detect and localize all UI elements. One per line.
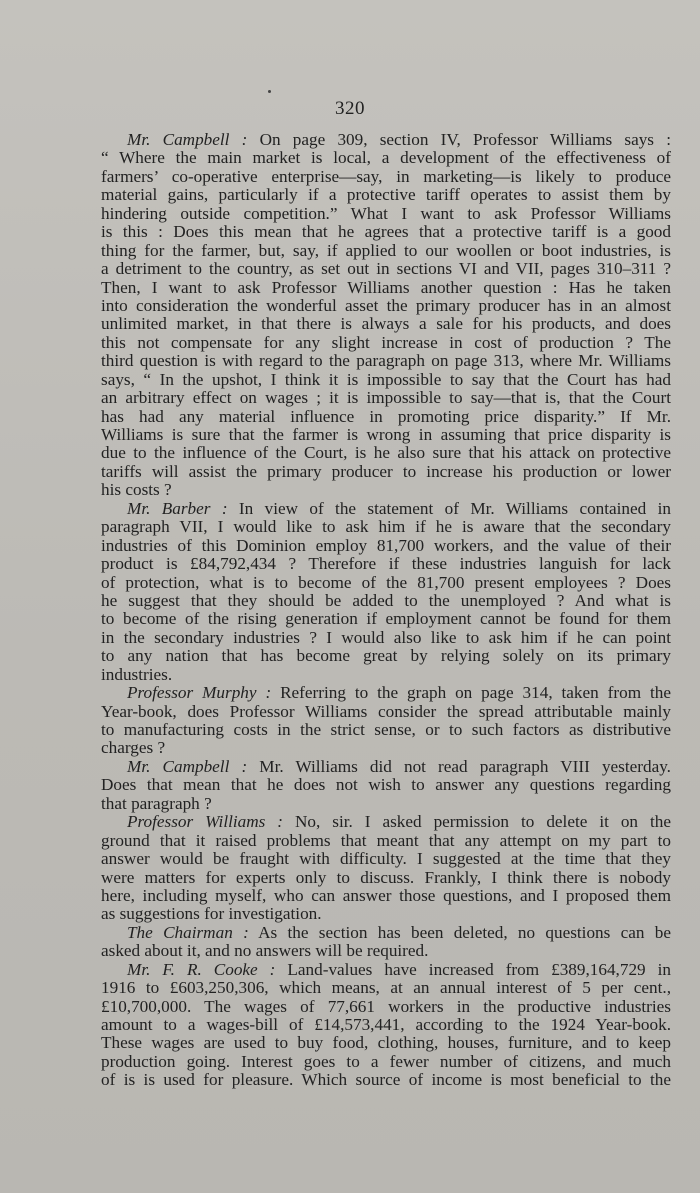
text-line — [101, 703, 671, 721]
text-line — [101, 555, 671, 573]
body-text — [101, 131, 671, 1090]
line-text: As the section has been deleted, no questions can be — [248, 923, 671, 942]
speaker-name: Mr. Barber : — [127, 499, 228, 518]
line-text: Williams is sure that the farmer is wrong in assuming that price disparity is — [101, 426, 671, 444]
speaker-name: The Chairman : — [127, 923, 249, 942]
speaker-name: Professor Murphy : — [127, 684, 272, 703]
line-text: paragraph VII, I would like to ask him if he is aware that the secondary — [101, 518, 671, 537]
text-line — [101, 260, 671, 278]
text-line — [101, 242, 671, 260]
text-line — [101, 647, 671, 665]
line-text: his costs ? — [101, 481, 172, 500]
text-line — [101, 850, 671, 868]
text-line — [101, 223, 671, 241]
speech-first-line — [101, 684, 671, 702]
text-line — [101, 574, 671, 592]
line-text: he suggest that they should be added to the unemployed ? And what is — [101, 591, 671, 610]
line-text: Referring to the graph on page 314, taken from the — [271, 684, 671, 703]
text-line — [101, 721, 671, 739]
text-line — [101, 887, 671, 905]
line-text: hindering outside competition.” What I want to ask Professor Williams — [101, 204, 671, 223]
line-text: an arbitrary effect on wages ; it is impossible to say—that is, that the Court — [101, 389, 671, 408]
text-line — [101, 1053, 671, 1071]
line-text: Year-book, does Professor Williams consider the spread attributable mainly — [101, 702, 671, 721]
line-text: 1916 to £603,250,306, which means, at an annual interest of 5 per cent., — [101, 979, 671, 998]
text-line — [101, 297, 671, 315]
line-text: Does that mean that he does not wish to answer any questions regarding — [101, 776, 671, 795]
text-line — [101, 334, 671, 352]
speaker-name: Mr. F. R. Cooke : — [127, 960, 276, 979]
line-text: £10,700,000. The wages of 77,661 workers in the productive industries — [101, 997, 671, 1016]
line-text: material gains, particularly if a protective tariff operates to assist them by — [101, 186, 671, 205]
speech-first-line — [101, 924, 671, 942]
text-line — [101, 279, 671, 297]
text-line — [101, 666, 671, 684]
text-line — [101, 1034, 671, 1052]
line-text: in the secondary industries ? I would also like to ask him if he can point — [101, 628, 671, 647]
speech-first-line — [101, 758, 671, 776]
line-text: this not compensate for any slight increase in cost of production ? The — [101, 333, 671, 352]
line-text: These wages are used to buy food, clothing, houses, furniture, and to keep — [101, 1034, 671, 1053]
line-text: product is £84,792,434 ? Therefore if these industries languish for lack — [101, 555, 671, 574]
line-text: unlimited market, in that there is always a sale for his products, and does — [101, 315, 671, 334]
line-text: industries of this Dominion employ 81,700 workers, and the value of their — [101, 536, 671, 555]
line-text: says, “ In the upshot, I think it is impossible to say that the Court has had — [101, 370, 671, 389]
line-text: No, sir. I asked permission to delete it on the — [283, 813, 671, 832]
text-line — [101, 426, 671, 444]
line-text: to become of the rising generation if employment cannot be found for them — [101, 610, 671, 629]
line-text: charges ? — [101, 739, 166, 758]
page-number: 320 — [335, 98, 365, 119]
line-text: Land-values have increased from £389,164,729 in — [275, 960, 671, 979]
line-text: Then, I want to ask Professor Williams another question : Has he taken — [101, 278, 671, 297]
text-line — [101, 518, 671, 536]
text-line — [101, 1016, 671, 1034]
text-line — [101, 795, 671, 813]
line-text: that paragraph ? — [101, 794, 212, 813]
text-line — [101, 776, 671, 794]
text-line — [101, 408, 671, 426]
line-text: “ Where the main market is local, a development of the effectiveness of — [101, 149, 671, 168]
text-line — [101, 315, 671, 333]
speech-first-line — [101, 813, 671, 831]
speaker-name: Professor Williams : — [127, 813, 284, 832]
text-line — [101, 537, 671, 555]
line-text: thing for the farmer, but, say, if applied to our woollen or boot industries, is — [101, 241, 671, 260]
line-text: were matters for experts only to discuss. Frankly, I think there is nobody — [101, 868, 671, 887]
text-line — [101, 979, 671, 997]
speaker-name: Mr. Campbell : — [127, 757, 248, 776]
line-text: On page 309, section IV, Professor Williams says : — [247, 131, 671, 149]
text-line — [101, 186, 671, 204]
speech-first-line — [101, 500, 671, 518]
text-line — [101, 592, 671, 610]
text-line — [101, 869, 671, 887]
line-text: ground that it raised problems that meant that any attempt on my part to — [101, 831, 671, 850]
text-line — [101, 739, 671, 757]
text-line — [101, 205, 671, 223]
speech-first-line — [101, 131, 671, 149]
line-text: a detriment to the country, as set out in sections VI and VII, pages 310–311 ? — [101, 260, 671, 279]
line-text: answer would be fraught with difficulty. I suggested at the time that they — [101, 850, 671, 869]
text-line — [101, 832, 671, 850]
line-text: of protection, what is to become of the 81,700 present employees ? Does — [101, 573, 671, 592]
text-line — [101, 463, 671, 481]
speaker-name: Mr. Campbell : — [127, 131, 248, 149]
line-text: Mr. Williams did not read paragraph VIII yesterday. — [247, 757, 671, 776]
line-text: into consideration the wonderful asset the primary producer has in an almost — [101, 296, 671, 315]
line-text: as suggestions for investigation. — [101, 905, 322, 924]
line-text: to any nation that has become great by relying solely on its primary — [101, 647, 671, 666]
text-line — [101, 610, 671, 628]
text-line — [101, 168, 671, 186]
line-text: amount to a wages-bill of £14,573,441, according to the 1924 Year-book. — [101, 1016, 671, 1034]
text-line — [101, 905, 671, 923]
line-text: due to the influence of the Court, is he also sure that his attack on protective — [101, 444, 671, 463]
text-line — [101, 481, 671, 499]
line-text: In view of the statement of Mr. Williams contained in — [227, 499, 671, 518]
line-text: industries. — [101, 665, 173, 684]
text-line — [101, 371, 671, 389]
speech-first-line — [101, 961, 671, 979]
text-line — [101, 444, 671, 462]
line-text: third question is with regard to the paragraph on page 313, where Mr. Williams — [101, 352, 671, 371]
text-line — [101, 942, 671, 960]
text-line — [101, 629, 671, 647]
line-text: tariffs will assist the primary producer to increase his production or lower — [101, 462, 671, 481]
line-text: of is is used for pleasure. Which source of income is most beneficial to the — [101, 1071, 671, 1090]
text-line — [101, 389, 671, 407]
line-text: asked about it, and no answers will be required. — [101, 942, 429, 961]
text-line — [101, 352, 671, 370]
ink-speck — [268, 90, 271, 93]
line-text: is this : Does this mean that he agrees that a protective tariff is a good — [101, 223, 671, 242]
line-text: has had any material influence in promoting price disparity.” If Mr. — [101, 407, 671, 426]
line-text: to manufacturing costs in the strict sense, or to such factors as distributive — [101, 721, 671, 739]
text-line — [101, 998, 671, 1016]
line-text: production going. Interest goes to a fewer number of citizens, and much — [101, 1052, 671, 1071]
text-line — [101, 1071, 671, 1089]
line-text: farmers’ co-operative enterprise—say, in marketing—is likely to produce — [101, 167, 671, 186]
line-text: here, including myself, who can answer those questions, and I proposed them — [101, 886, 671, 905]
text-line — [101, 149, 671, 167]
